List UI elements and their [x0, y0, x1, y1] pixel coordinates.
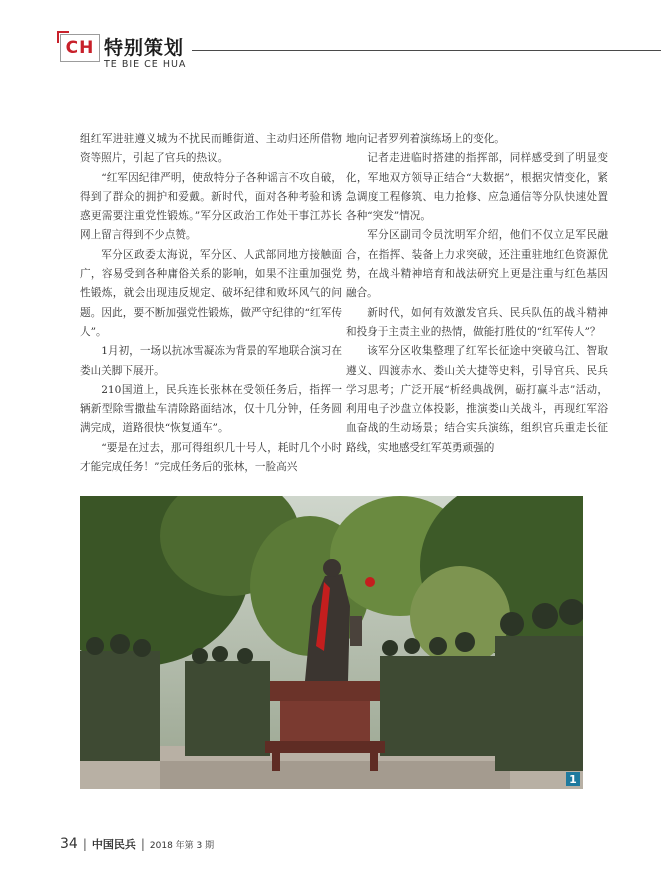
section-subtitle: TE BIE CE HUA — [104, 59, 187, 70]
paragraph: 军分区政委太海说，军分区、人武部同地方接触面广，容易受到各种庸俗关系的影响，如果不注重加强党性锻炼，就会出现违反规定、破坏纪律和败坏风气的问题。因此，要不断加强党性锻炼，做严守纪律的“红军传人”。 — [80, 248, 342, 338]
footer-divider: | — [82, 837, 87, 851]
article-photo — [80, 496, 583, 789]
paragraph: “要是在过去，那可得组织几十号人，耗时几个小时才能完成任务！”完成任务后的张林，一脸高兴 — [80, 441, 342, 474]
paragraph: 新时代，如何有效激发官兵、民兵队伍的战斗精神和投身于主责主业的热情，做能打胜仗的“红军传人”？ — [346, 306, 608, 338]
paragraph: 组红军进驻遵义城为不扰民而睡街道、主动归还所借物资等照片，引起了官兵的热议。 — [80, 133, 342, 165]
page-footer — [60, 836, 214, 852]
article-column-right — [346, 130, 608, 458]
photo-illustration — [80, 496, 583, 789]
issue-label: 2018 年第 3 期 — [149, 841, 215, 851]
header-rule — [192, 50, 661, 51]
section-logo: CH — [60, 34, 100, 62]
section-title: 特别策划 — [104, 37, 185, 59]
paragraph: 210国道上，民兵连长张林在受领任务后，指挥一辆新型除雪撒盐车清除路面结冰，仅十几分钟，任务圆满完成，道路很快“恢复通车”。 — [80, 383, 342, 435]
article-column-left — [80, 130, 342, 477]
footer-divider: | — [140, 837, 145, 851]
photo-number-badge: 1 — [566, 772, 580, 786]
paragraph: 记者走进临时搭建的指挥部，同样感受到了明显变化，军地双方领导正结合“大数据”，根据灾情变化，紧急调度工程修筑、电力抢修、应急通信等分队快速处置各种“突发”情况。 — [346, 152, 608, 223]
paragraph: 1月初，一场以抗冰雪凝冻为背景的军地联合演习在娄山关脚下展开。 — [80, 345, 342, 377]
paragraph: “红军因纪律严明，使敌特分子各种谣言不攻自破，得到了群众的拥护和爱戴。新时代，面对各种考验和诱惑更需要注重党性锻炼。”军分区政治工作处干事江苏长网上留言得到不少点赞。 — [80, 171, 342, 242]
paragraph: 地向记者罗列着演练场上的变化。 — [346, 133, 505, 145]
paragraph: 军分区副司令员沈明军介绍，他们不仅立足军民融合，在指挥、装备上力求突破，还注重驻地红色资源优势，在战斗精神培育和战法研究上更是注重与红色基因融合。 — [346, 229, 608, 300]
page-number: 34 — [60, 836, 78, 852]
paragraph: 该军分区收集整理了红军长征途中突破乌江、智取遵义、四渡赤水、娄山关大捷等史料，引导官兵、民兵学习思考；广泛开展“析经典战例，砺打赢斗志”活动，利用电子沙盘立体投影，推演娄山关战斗，再现红军浴血奋战的生动场景；结合实兵演练，组织官兵重走长征路线，实地感受红军英勇顽强的 — [346, 345, 608, 454]
magazine-name: 中国民兵 — [91, 838, 136, 851]
